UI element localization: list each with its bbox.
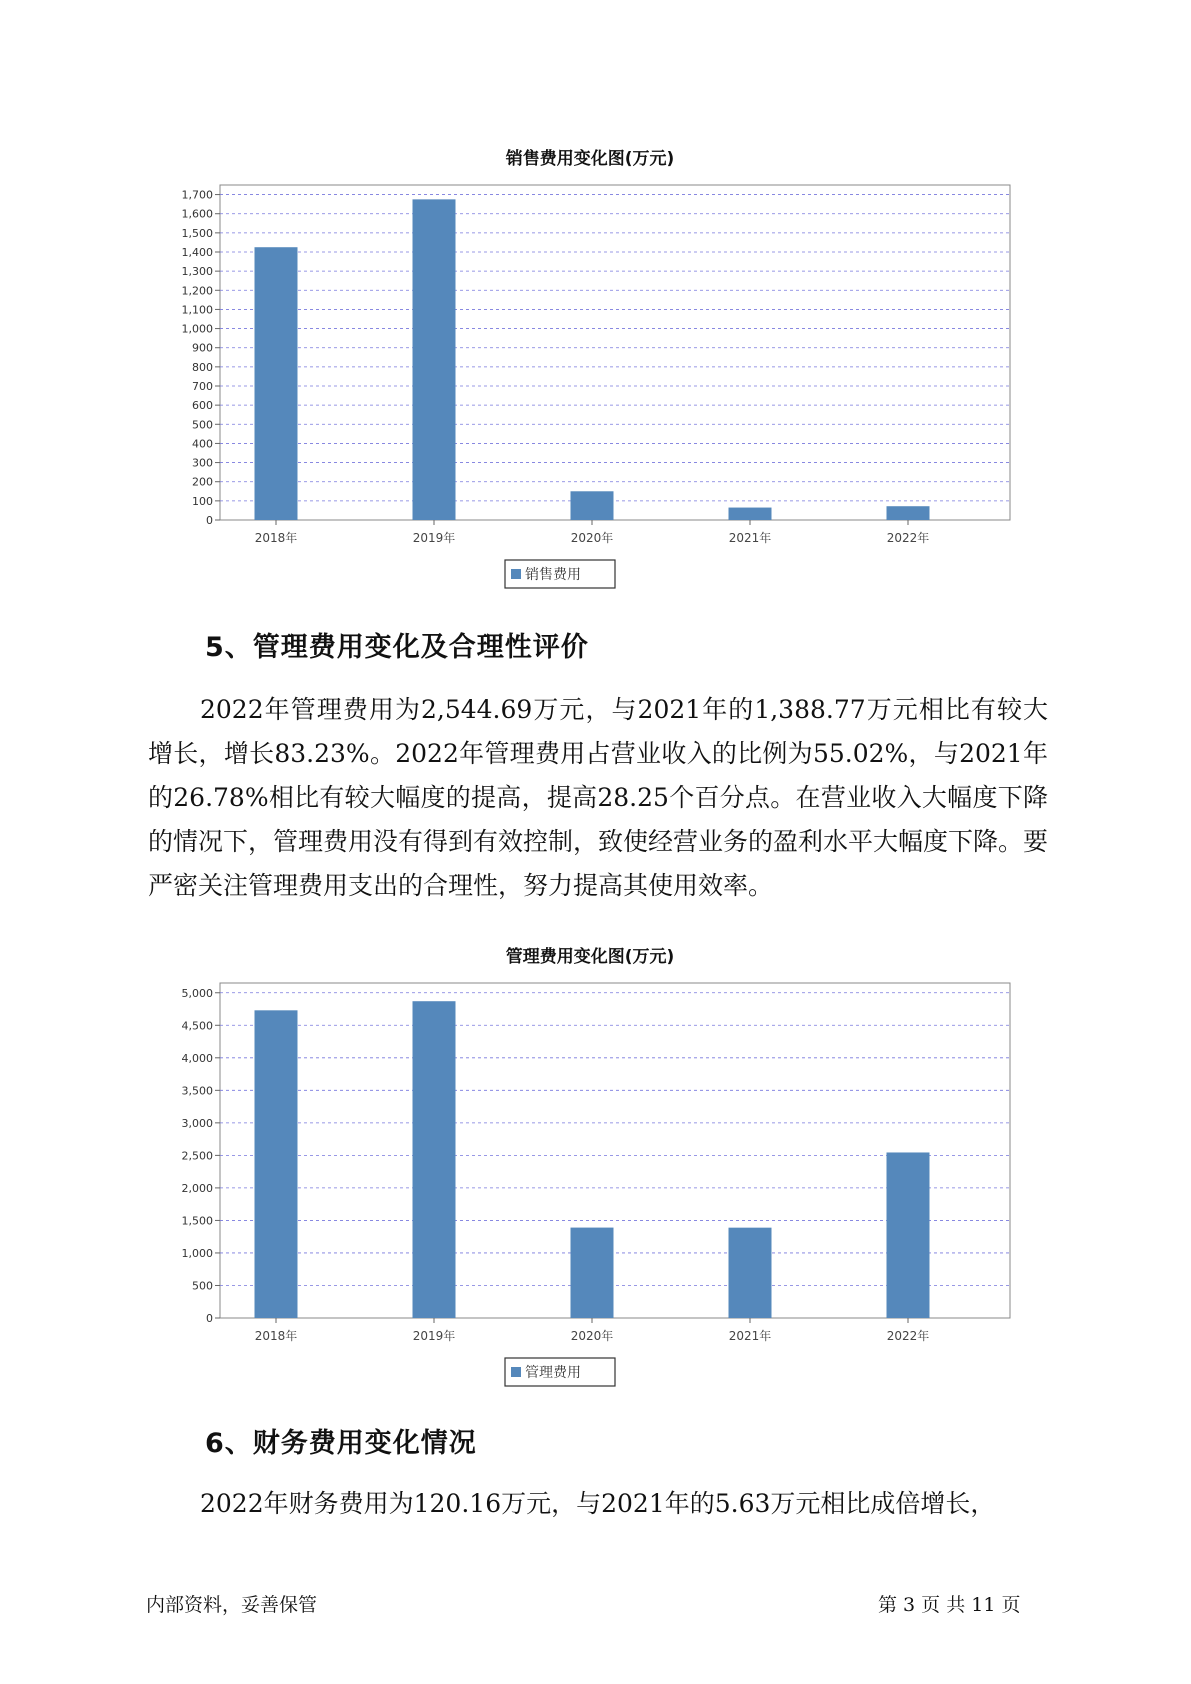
chart1-bar bbox=[571, 491, 614, 520]
chart1-y-tick-label: 1,600 bbox=[181, 207, 213, 221]
chart2-x-tick-label: 2022年 bbox=[886, 1329, 930, 1343]
chart2-y-tick-label: 3,500 bbox=[181, 1084, 213, 1098]
chart1-bar bbox=[887, 506, 930, 520]
chart2-y-tick-label: 3,000 bbox=[181, 1116, 213, 1130]
chart2-y-tick-label: 0 bbox=[206, 1312, 213, 1325]
chart1-y-tick-label: 1,700 bbox=[181, 188, 213, 202]
chart1-plot-area bbox=[220, 185, 1010, 520]
chart1-y-tick-label: 900 bbox=[192, 341, 213, 355]
chart2-y-tick-label: 4,000 bbox=[181, 1051, 213, 1065]
chart1-y-tick-label: 500 bbox=[192, 418, 213, 432]
chart1-y-tick-label: 1,400 bbox=[181, 246, 213, 259]
chart1-y-tick-label: 400 bbox=[192, 437, 213, 451]
chart2-y-tick-label: 500 bbox=[192, 1279, 213, 1293]
admin-expense-chart bbox=[140, 968, 1040, 1388]
chart2-title: 管理费用变化图(万元) bbox=[505, 947, 675, 967]
chart1-y-tick-label: 1,100 bbox=[181, 303, 213, 317]
chart2-bar bbox=[255, 1010, 298, 1318]
chart1-x-tick-label: 2019年 bbox=[412, 531, 456, 545]
chart1-legend-swatch bbox=[511, 569, 521, 579]
chart1-x-tick-label: 2022年 bbox=[886, 531, 930, 545]
chart2-x-tick-label: 2021年 bbox=[728, 1329, 772, 1343]
chart2-bar bbox=[729, 1228, 772, 1318]
chart1-bar bbox=[729, 508, 772, 520]
section6-heading: 6、财务费用变化情况 bbox=[205, 1428, 477, 1459]
chart2-legend-swatch bbox=[511, 1367, 521, 1377]
chart2-y-tick-label: 1,500 bbox=[181, 1214, 213, 1228]
chart2-y-tick-label: 4,500 bbox=[181, 1019, 213, 1033]
chart2-y-tick-label: 5,000 bbox=[181, 986, 213, 1000]
chart2-x-tick-label: 2019年 bbox=[412, 1329, 456, 1343]
chart1-y-tick-label: 1,000 bbox=[181, 322, 213, 336]
chart2-y-tick-label: 1,000 bbox=[181, 1246, 213, 1260]
chart1-x-tick-label: 2018年 bbox=[254, 531, 298, 545]
chart2-x-tick-label: 2020年 bbox=[570, 1329, 614, 1343]
chart1-y-tick-label: 700 bbox=[192, 380, 213, 393]
chart1-title: 销售费用变化图(万元) bbox=[505, 149, 675, 169]
chart1-y-tick-label: 1,300 bbox=[181, 265, 213, 279]
chart1-legend bbox=[505, 560, 615, 588]
section5-heading: 5、管理费用变化及合理性评价 bbox=[205, 632, 589, 663]
section6-paragraph: 2022年财务费用为120.16万元，与2021年的5.63万元相比成倍增长， bbox=[200, 1489, 996, 1518]
chart1-x-tick-label: 2021年 bbox=[728, 531, 772, 545]
chart1-y-tick-label: 1,200 bbox=[181, 284, 213, 298]
chart1-y-tick-label: 600 bbox=[192, 399, 213, 413]
chart1-legend-label: 销售费用 bbox=[525, 567, 581, 583]
chart1-bar bbox=[255, 247, 298, 520]
chart2-y-tick-label: 2,500 bbox=[181, 1149, 213, 1163]
footer-confidential-note: 内部资料，妥善保管 bbox=[146, 1594, 318, 1616]
footer-page-number: 第 3 页 共 11 页 bbox=[878, 1594, 1021, 1616]
chart2-y-tick-label: 2,000 bbox=[181, 1181, 213, 1195]
chart1-y-tick-label: 300 bbox=[192, 456, 213, 470]
chart1-bar bbox=[413, 199, 456, 520]
chart2-bar bbox=[571, 1228, 614, 1318]
chart2-bar bbox=[887, 1152, 930, 1318]
chart2-bar bbox=[413, 1001, 456, 1318]
chart2-x-tick-label: 2018年 bbox=[254, 1329, 298, 1343]
sales-expense-chart bbox=[140, 170, 1040, 590]
chart2-legend-label: 管理费用 bbox=[525, 1365, 581, 1381]
chart1-y-tick-label: 0 bbox=[206, 514, 213, 527]
chart1-y-tick-label: 1,500 bbox=[181, 226, 213, 240]
chart1-y-tick-label: 800 bbox=[192, 360, 213, 374]
chart1-x-tick-label: 2020年 bbox=[570, 531, 614, 545]
section5-paragraph: 2022年管理费用为2,544.69万元，与2021年的1,388.77万元相比有较大增长，增长83.23%。2022年管理费用占营业收入的比例为55.02%，与2021年的26.78%相比有较大幅度的提高，提高28.25个百分点。在营业收入大幅度下降的情况下，管理费用没有得到有效控制，致使经营业务的盈利水平大幅度下降。要严密关注管理费用支出的合理性，努力提高其使用效率。 bbox=[148, 695, 1049, 900]
chart2-legend bbox=[505, 1358, 615, 1386]
chart1-y-tick-label: 200 bbox=[192, 475, 213, 489]
chart1-y-tick-label: 100 bbox=[192, 494, 213, 508]
